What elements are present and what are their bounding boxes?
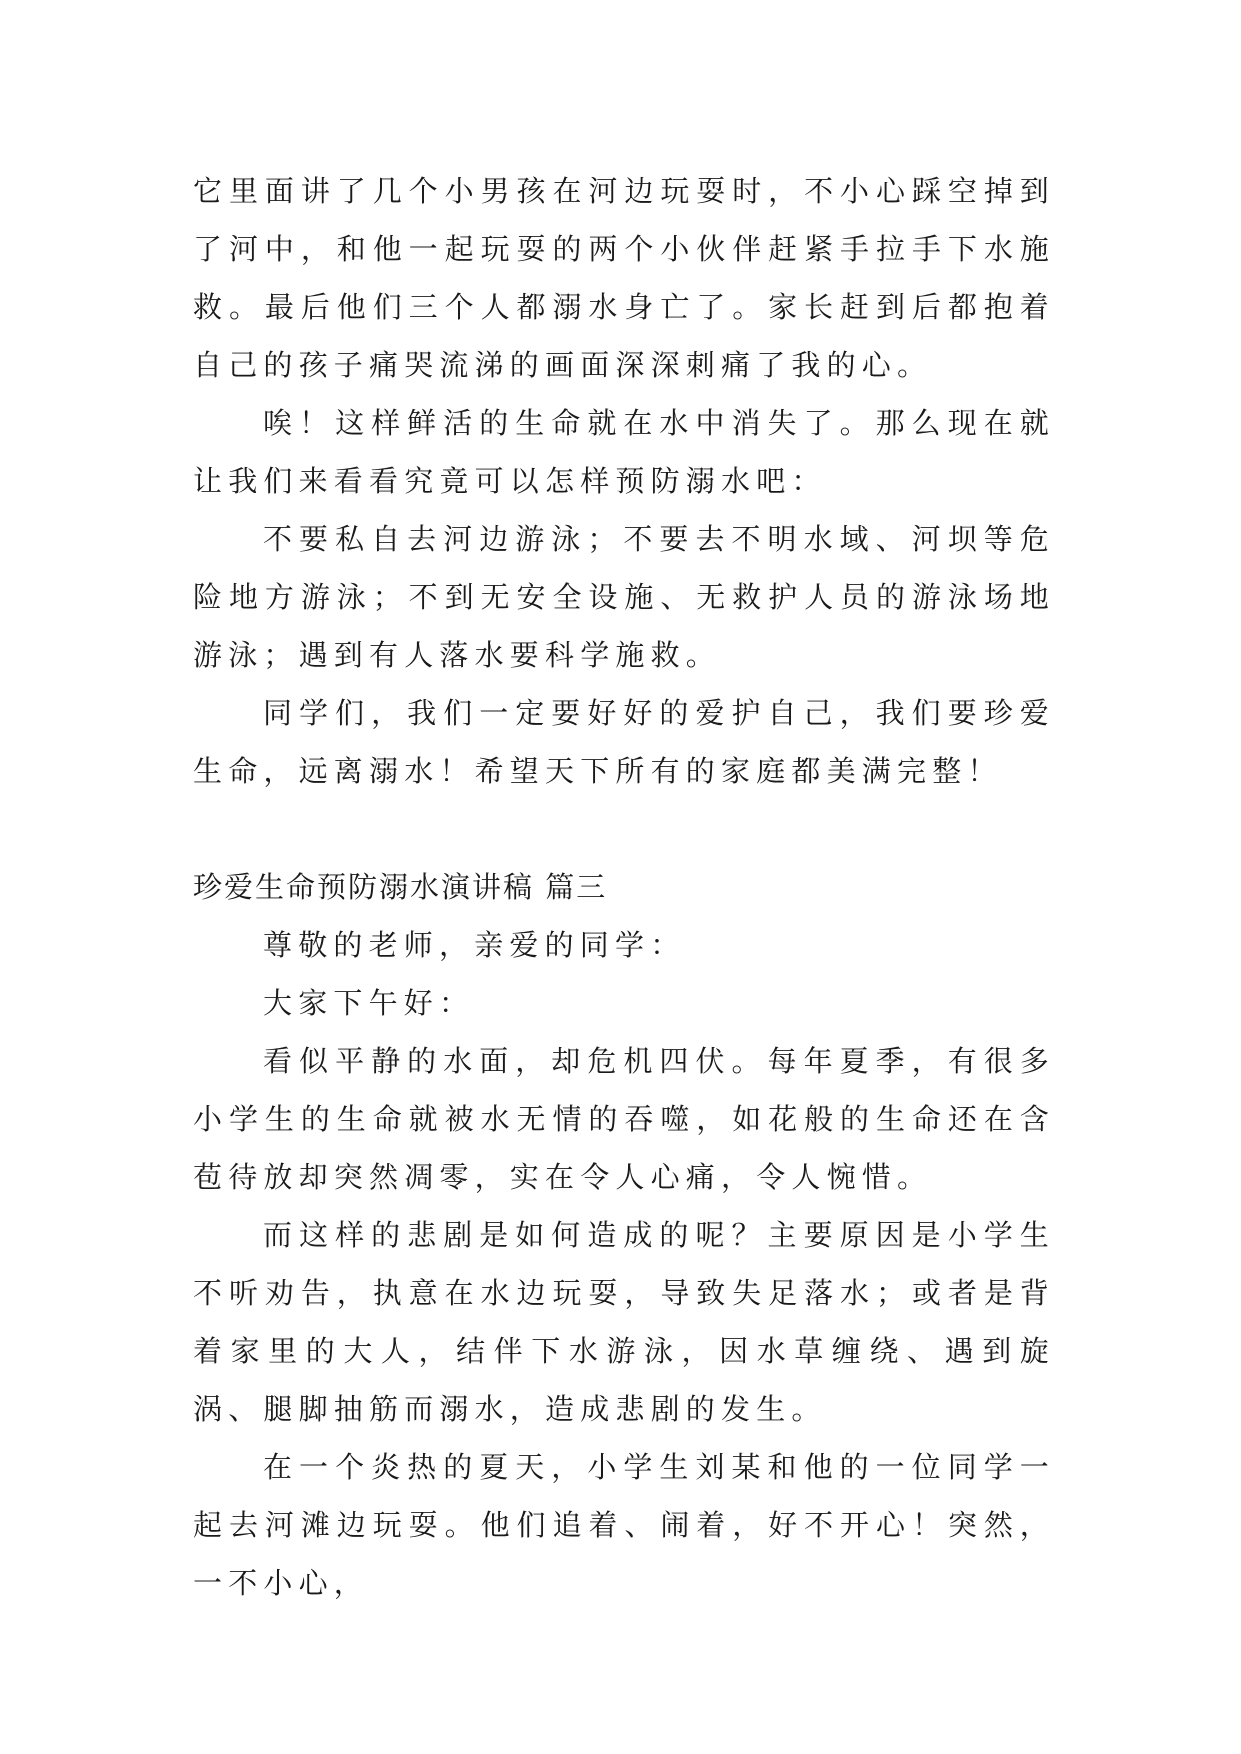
- section-title: 珍爱生命预防溺水演讲稿 篇三: [193, 870, 608, 904]
- document-body: [193, 162, 1055, 1612]
- paragraph-greeting: 大家下午好：: [263, 986, 475, 1020]
- paragraph-closing: 同学们，我们一定要好好的爱护自己，我们要珍爱生命，远离溺水！希望天下所有的家庭都美满完整！: [193, 696, 1055, 788]
- paragraph-salutation: 尊敬的老师，亲爱的同学：: [263, 928, 686, 962]
- paragraph-story-intro: 它里面讲了几个小男孩在河边玩耍时，不小心踩空掉到了河中，和他一起玩耍的两个小伙伴赶紧手拉手下水施救。最后他们三个人都溺水身亡了。家长赶到后都抱着自己的孩子痛哭流涕的画面深深刺痛了我的心。: [193, 174, 1055, 382]
- paragraph-sigh: 唉！这样鲜活的生命就在水中消失了。那么现在就让我们来看看究竟可以怎样预防溺水吧：: [193, 406, 1055, 498]
- paragraph-causes: 而这样的悲剧是如何造成的呢？主要原因是小学生不听劝告，执意在水边玩耍，导致失足落水；或者是背着家里的大人，结伴下水游泳，因水草缠绕、遇到旋涡、腿脚抽筋而溺水，造成悲剧的发生。: [193, 1218, 1055, 1426]
- paragraph-example: 在一个炎热的夏天，小学生刘某和他的一位同学一起去河滩边玩耍。他们追着、闹着，好不开心！突然，一不小心，: [193, 1450, 1055, 1600]
- paragraph-safety-rules: 不要私自去河边游泳；不要去不明水域、河坝等危险地方游泳；不到无安全设施、无救护人员的游泳场地游泳；遇到有人落水要科学施救。: [193, 522, 1055, 672]
- paragraph-danger: 看似平静的水面，却危机四伏。每年夏季，有很多小学生的生命就被水无情的吞噬，如花般的生命还在含苞待放却突然凋零，实在令人心痛，令人惋惜。: [193, 1044, 1055, 1194]
